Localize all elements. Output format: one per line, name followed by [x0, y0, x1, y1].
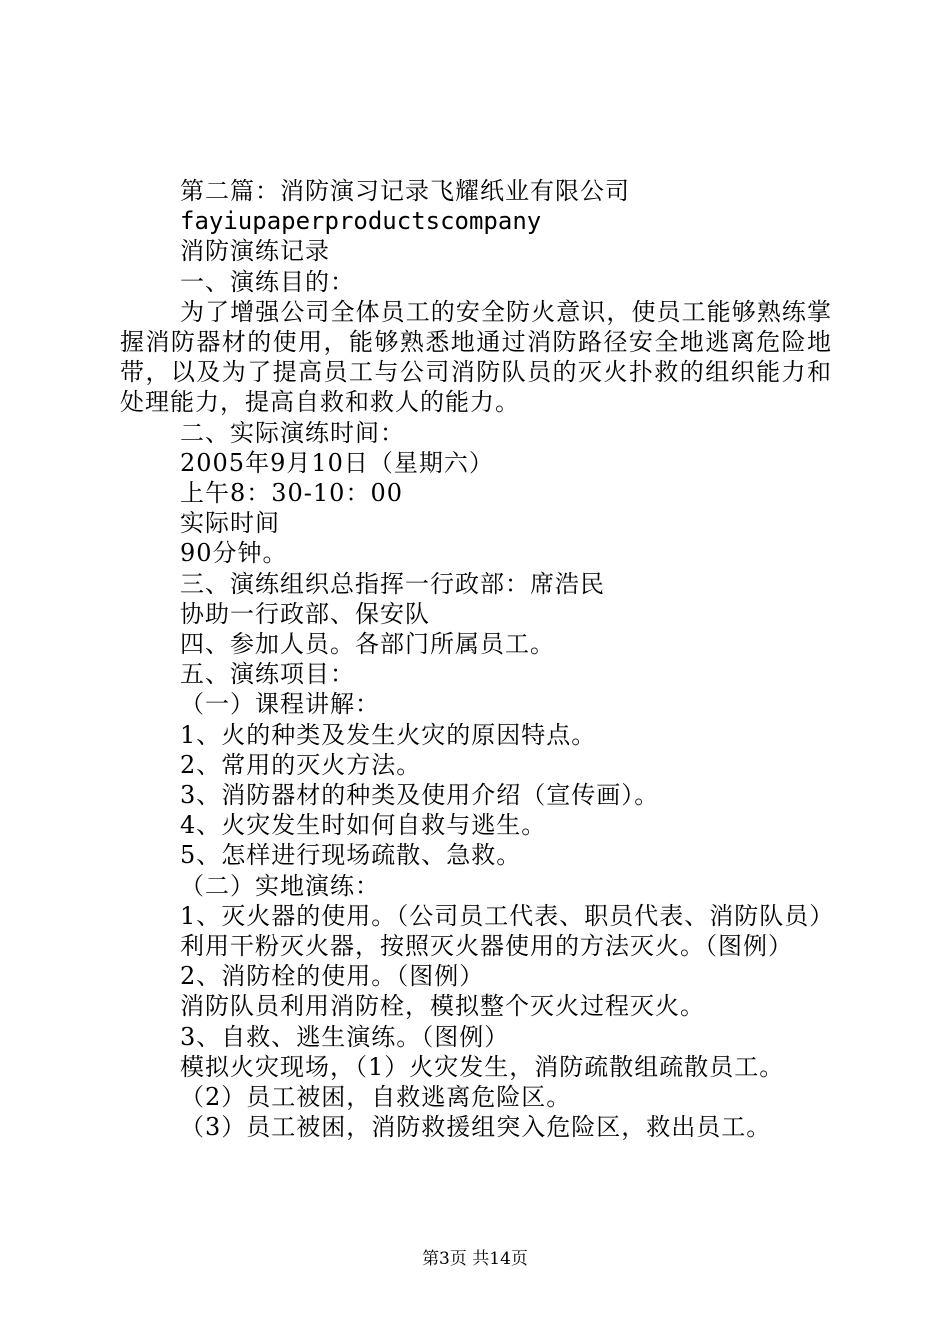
course-item: 1、火的种类及发生火灾的原因特点。 — [180, 720, 597, 749]
course-item: 2、常用的灭火方法。 — [180, 750, 422, 779]
document-title: 第二篇：消防演习记录飞耀纸业有限公司 — [180, 177, 630, 205]
drill-item-extinguisher: 1、灭火器的使用。（公司员工代表、职员代表、消防队员） — [180, 901, 835, 930]
drill-item-extinguisher-desc: 利用干粉灭火器，按照灭火器使用的方法灭火。（图例） — [180, 932, 793, 961]
section-participants: 四、参加人员。各部门所属员工。 — [180, 630, 555, 659]
drill-escape-step: （3）员工被困，消防救援组突入危险区，救出员工。 — [180, 1113, 772, 1142]
company-english-name: fayiupaperproductscompany — [180, 207, 542, 236]
sub-heading-course: （一）课程讲解： — [180, 690, 380, 719]
course-item: 4、火灾发生时如何自救与逃生。 — [180, 811, 547, 840]
document-body — [120, 176, 835, 1143]
section-heading-items: 五、演练项目： — [180, 660, 355, 689]
drill-time: 上午8：30-10：00 — [180, 479, 403, 508]
assist-line: 协助一行政部、保安队 — [180, 599, 430, 628]
page-footer: 第3页 共14页 — [422, 1249, 528, 1269]
drill-item-hydrant: 2、消防栓的使用。（图例） — [180, 962, 485, 991]
drill-escape-step: （2）员工被困，自救逃离危险区。 — [180, 1083, 572, 1112]
drill-item-escape: 3、自救、逃生演练。（图例） — [180, 1022, 510, 1051]
section-organizer: 三、演练组织总指挥一行政部：席浩民 — [180, 569, 605, 598]
purpose-paragraph: 为了增强公司全体员工的安全防火意识，使员工能够熟练掌握消防器材的使用，能够熟悉地通过消防路径安全地逃离危险地带，以及为了提高员工与公司消防队员的灭火扑救的组织能力和处理能力，提高自救和救人的能力。 — [120, 297, 832, 417]
drill-date: 2005年9月10日（星期六） — [180, 448, 494, 477]
sub-heading-drill: （二）实地演练： — [180, 871, 380, 900]
record-title: 消防演练记录 — [180, 237, 330, 266]
course-item: 5、怎样进行现场疏散、急救。 — [180, 841, 522, 870]
drill-duration: 90分钟。 — [180, 539, 288, 568]
drill-item-hydrant-desc: 消防队员利用消防栓，模拟整个灭火过程灭火。 — [180, 992, 705, 1021]
drill-item-escape-desc: 模拟火灾现场，（1）火灾发生，消防疏散组疏散员工。 — [180, 1052, 785, 1081]
course-item: 3、消防器材的种类及使用介绍（宣传画）。 — [180, 781, 660, 810]
section-heading-purpose: 一、演练目的： — [180, 267, 355, 296]
section-heading-time: 二、实际演练时间： — [180, 418, 405, 447]
actual-time-label: 实际时间 — [180, 509, 280, 538]
